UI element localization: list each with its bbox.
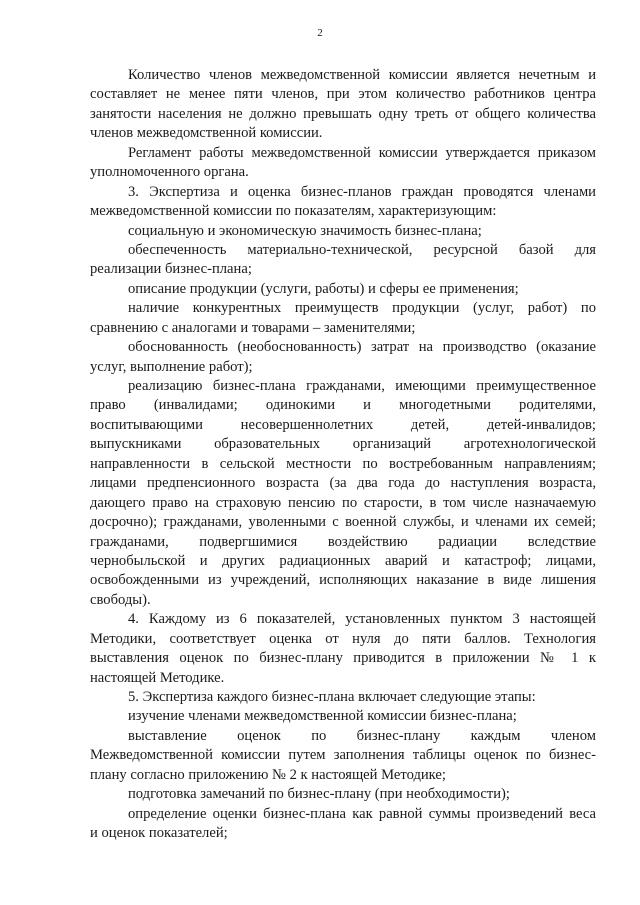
text-line: членов межведомственной комиссии. xyxy=(90,125,323,142)
document-body xyxy=(90,66,596,844)
text-line: и оценок показателей; xyxy=(90,825,228,842)
text-line: услуг, выполнение работ); xyxy=(90,358,253,375)
text-line: 4. Каждому из 6 показателей, установленных пунктом 3 настоящей xyxy=(128,611,596,628)
text-line: изучение членами межведомственной комиссии бизнес-плана; xyxy=(128,708,517,725)
text-line: Методики, соответствует оценка от нуля до пяти баллов. Технология xyxy=(90,630,596,647)
text-line: освобожденными из учреждений, исполняющих наказание в виде лишения xyxy=(90,572,596,589)
text-line: занятости населения не должно превышать одну треть от общего количества xyxy=(90,105,596,122)
text-line: обеспеченность материально-технической, ресурсной базой для xyxy=(128,241,596,258)
text-line: определение оценки бизнес-плана как равной суммы произведений веса xyxy=(128,805,596,822)
text-line: воспитывающими несовершеннолетних детей, детей-инвалидов; xyxy=(90,416,596,433)
page-number: 2 xyxy=(317,27,323,39)
text-line: Межведомственной комиссии путем заполнения таблицы оценок по бизнес- xyxy=(90,747,596,764)
text-line: выставление оценок по бизнес-плану каждым членом xyxy=(128,727,596,744)
text-line: направленности в сельской местности по востребованным направлениям; xyxy=(90,455,596,472)
text-line: 3. Экспертиза и оценка бизнес-планов граждан проводятся членами xyxy=(128,183,596,200)
text-line: выставления оценок по бизнес-плану приводится в приложении № 1 к xyxy=(90,650,596,667)
text-line: уполномоченного органа. xyxy=(90,164,249,181)
text-line: описание продукции (услуги, работы) и сферы ее применения; xyxy=(128,280,519,297)
text-line: наличие конкурентных преимуществ продукции (услуг, работ) по xyxy=(128,300,596,317)
text-line: Регламент работы межведомственной комиссии утверждается приказом xyxy=(128,144,596,161)
text-line: плану согласно приложению № 2 к настоящей Методике; xyxy=(90,766,446,783)
text-line: сравнению с аналогами и товарами – заменителями; xyxy=(90,319,416,336)
text-line: дающего право на страховую пенсию по старости, в том числе назначаемую xyxy=(90,494,596,511)
text-line: свободы). xyxy=(90,591,151,608)
text-line: досрочно); гражданами, уволенными с военной службы, и членами их семей; xyxy=(90,514,596,531)
text-line: гражданами, подвергшимися воздействию радиации вследствие xyxy=(90,533,596,550)
text-line: реализацию бизнес-плана гражданами, имеющими преимущественное xyxy=(128,378,596,394)
text-line: право (инвалидами; одинокими и многодетными родителями, xyxy=(90,397,596,414)
text-line: обоснованность (необоснованность) затрат на производство (оказание xyxy=(128,339,596,356)
text-line: реализации бизнес-плана; xyxy=(90,261,252,278)
text-line: составляет не менее пяти членов, при этом количество работников центра xyxy=(90,86,596,103)
text-line: межведомственной комиссии по показателям, характеризующим: xyxy=(90,203,497,220)
text-line: чернобыльской и других радиационных аварий и катастроф; лицами, xyxy=(90,552,596,569)
text-line: выпускниками образовательных организаций агротехнологической xyxy=(90,436,596,453)
text-line: Количество членов межведомственной комиссии является нечетным и xyxy=(128,67,596,83)
text-line: 5. Экспертиза каждого бизнес-плана включает следующие этапы: xyxy=(128,689,536,705)
text-line: лицами предпенсионного возраста (за два года до наступления возраста, xyxy=(90,475,596,492)
text-line: подготовка замечаний по бизнес-плану (при необходимости); xyxy=(128,786,510,803)
text-line: социальную и экономическую значимость бизнес-плана; xyxy=(128,222,482,239)
text-line: настоящей Методике. xyxy=(90,669,225,686)
